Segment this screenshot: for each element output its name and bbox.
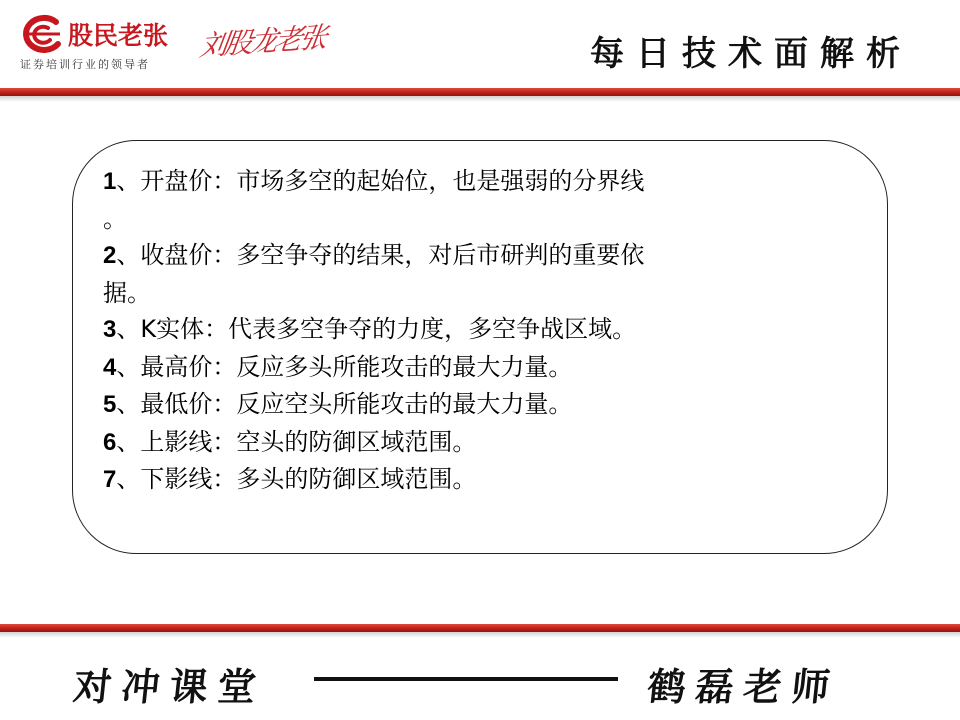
logo-tagline: 证券培训行业的领导者: [20, 58, 150, 71]
top-divider-shadow: [0, 96, 960, 102]
point-continuation: 据。: [103, 278, 151, 307]
point-number: 3: [103, 316, 117, 343]
point-text: 、最低价：反应空头所能攻击的最大力量。: [116, 390, 573, 418]
point-item: [103, 424, 863, 462]
page-title: 每日技术面解析: [590, 34, 912, 74]
point-number: 6: [103, 428, 117, 456]
bottom-divider-bar: [0, 624, 960, 632]
point-text: 、最高价：反应多头所能攻击的最大力量。: [116, 352, 573, 381]
point-item: [103, 311, 863, 349]
top-divider-bar: [0, 88, 960, 96]
logo-name: 股民老张: [68, 21, 169, 50]
point-item: [103, 349, 863, 387]
point-number: 5: [103, 391, 117, 418]
point-item: [103, 237, 863, 275]
points-list: [103, 163, 863, 499]
point-text: 、上影线：空头的防御区域范围。: [116, 427, 477, 456]
point-item: [103, 461, 863, 499]
footer: [0, 640, 960, 720]
course-name: 对冲课堂: [71, 664, 269, 709]
footer-rule: [314, 677, 618, 681]
point-number: 2: [103, 242, 117, 269]
point-text: 、收盘价：多空争夺的结果，对后市研判的重要依: [116, 241, 645, 269]
content-panel: [72, 140, 888, 554]
point-number: 7: [103, 466, 117, 493]
point-number: 1: [103, 168, 117, 195]
signature-handwriting: 刘股龙老张: [197, 20, 327, 63]
point-text: 、K实体：代表多空争夺的力度，多空争战区域。: [116, 315, 637, 343]
point-text: 、下影线：多头的防御区域范围。: [116, 465, 477, 493]
point-text: 、开盘价：市场多空的起始位，也是强弱的分界线: [116, 167, 645, 195]
logo-swirl-icon: [16, 14, 66, 54]
point-number: 4: [103, 353, 117, 381]
teacher-name: 鹤磊老师: [645, 664, 843, 709]
bottom-divider-shadow: [0, 632, 960, 638]
header: [0, 0, 960, 100]
point-continuation: 。: [103, 204, 127, 233]
point-item: [103, 386, 863, 424]
point-item: [103, 163, 863, 201]
brand-logo: [12, 8, 192, 72]
